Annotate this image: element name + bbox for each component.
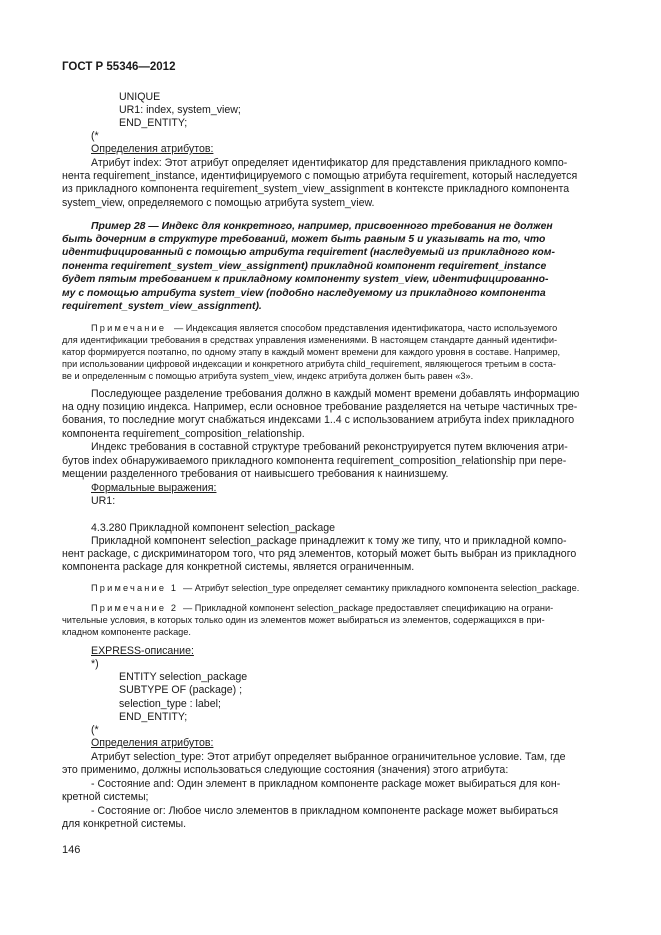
text-line: это применимо, должны использоваться следующие состояния (значения) этого атрибута: — [62, 764, 509, 776]
text-line: быть дочерним в структуре требований, может быть равным 5 и указывать на то, что — [62, 234, 546, 245]
text-line: идентифицированный с помощью атрибута requirement (наследуемый из прикладного ком- — [62, 247, 555, 258]
text-line: Пример 28 — Индекс для конкретного, например, присвоенного требования не должен — [91, 221, 553, 232]
text-line: при использовании цифровой индексации и конкретного атрибута child_requirement, являющегося третьим в соста- — [62, 359, 556, 369]
text-line: компонента package для конкретной системы, является ограниченным. — [62, 561, 415, 573]
page-number: 146 — [62, 844, 81, 856]
text-line: EXPRESS-описание: — [91, 645, 194, 657]
text-line: чительные условия, в которых только один из элементов может выбираться из элементов, содержащихся в при- — [62, 615, 545, 625]
text-line: — Прикладной компонент selection_package предоставляет спецификацию на ограни- — [183, 603, 554, 613]
text-line: Последующее разделение требования должно в каждый момент времени добавлять информацию — [91, 388, 580, 400]
text-line: кретной системы; — [62, 791, 149, 803]
text-line: на одну позицию индекса. Например, если основное требование разделяется на четыре частичных тре- — [62, 401, 578, 413]
text-line: — Индексация является способом представления идентификатора, часто используемого — [174, 323, 558, 333]
text-line: мещении разделенного требования от наивысшего требования к наинизшему. — [62, 468, 449, 480]
text-line: нент package, с дискриминатором того, что ряд элементов, который может быть выбран из прикладного — [62, 548, 577, 560]
text-line: ве и определенным с помощью атрибута system_view, индекс атрибута должен быть равен «3». — [62, 371, 474, 381]
text-line: нента requirement_instance, идентифицируемого с помощью атрибута requirement, который наследуется — [62, 170, 578, 182]
text-line: бования, то последние могут снабжаться индексами 1..4 с использованием атрибута index прикладного — [62, 414, 575, 426]
text-line: selection_type : label; — [119, 698, 221, 710]
text-line: кладном компоненте package. — [62, 627, 191, 637]
text-line: - Состояние or: Любое число элементов в прикладном компоненте package может выбираться — [91, 805, 559, 817]
text-line: UR1: index, system_view; — [119, 104, 241, 116]
text-line: SUBTYPE OF (package) ; — [119, 684, 243, 696]
text-line: для идентификации требования в средствах управления изменениями. В настоящем стандарте данный идентифи- — [62, 335, 558, 345]
text-line: катор формируется поэтапно, по одному этапу в каждый момент времени для каждого уровня в составе. Например, — [62, 347, 561, 357]
text-line: бутов index обнаруживаемого прикладного компонента requirement_composition_relationship при пере- — [62, 455, 567, 467]
text-line: UR1: — [91, 495, 116, 507]
text-line: Примечание 2 — [91, 603, 179, 613]
text-line: понента requirement_system_view_assignment) прикладной компонент requirement_instance — [62, 261, 547, 272]
text-line: UNIQUE — [119, 91, 161, 103]
text-line: Прикладной компонент selection_package принадлежит к тому же типу, что и прикладной компо- — [91, 535, 567, 547]
text-line: 4.3.280 Прикладной компонент selection_package — [91, 522, 336, 534]
text-line: Атрибут selection_type: Этот атрибут определяет выбранное ограничительное условие. Там, где — [91, 751, 566, 763]
text-line: Примечание — [91, 323, 167, 333]
text-line: му с помощью атрибута system_view (подобно наследуемому из прикладного компонента — [62, 288, 546, 299]
text-line: для конкретной системы. — [62, 818, 187, 830]
text-line: (* — [91, 130, 99, 142]
text-line: Формальные выражения: — [91, 482, 217, 494]
text-line: — Атрибут selection_type определяет семантику прикладного компонента selection_package. — [183, 583, 580, 593]
text-line: (* — [91, 724, 99, 736]
text-line: Атрибут index: Этот атрибут определяет идентификатор для представления прикладного компо- — [91, 157, 568, 169]
text-line: END_ENTITY; — [119, 117, 188, 129]
text-line: system_view, определяемого с помощью атрибута system_view. — [62, 197, 375, 209]
page-header: ГОСТ Р 55346—2012 — [62, 61, 176, 73]
text-line: requirement_system_view_assignment). — [62, 301, 262, 312]
text-line: - Состояние and: Один элемент в прикладном компоненте package может выбираться для кон- — [91, 778, 561, 790]
text-line: ENTITY selection_package — [119, 671, 248, 683]
text-line: Индекс требования в составной структуре требований реконструируется путем включения атри- — [91, 441, 568, 453]
text-line: Примечание 1 — [91, 583, 179, 593]
text-line: Определения атрибутов: — [91, 737, 214, 749]
text-line: компонента requirement_composition_relationship. — [62, 428, 305, 440]
text-line: Определения атрибутов: — [91, 143, 214, 155]
text-line: END_ENTITY; — [119, 711, 188, 723]
text-line: из прикладного компонента requirement_system_view_assignment в контексте прикладного компонента — [62, 183, 570, 195]
text-line: будет пятым требованием к прикладному компоненту system_view, идентифицированно- — [62, 274, 549, 285]
text-line: *) — [91, 658, 99, 670]
